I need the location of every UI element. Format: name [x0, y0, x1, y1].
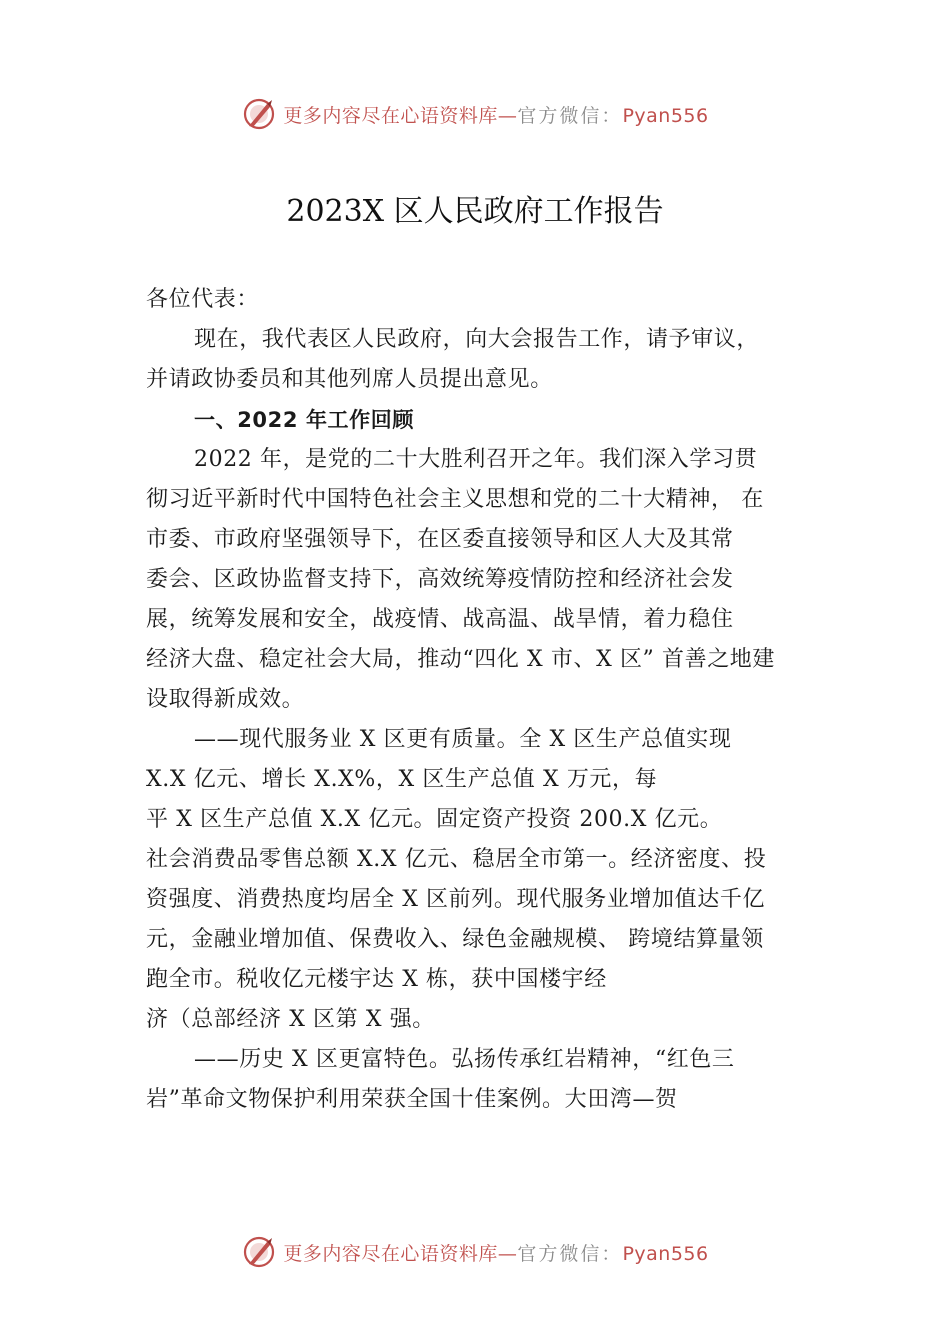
- watermark-label: 官方微信：: [517, 1242, 623, 1265]
- watermark-dash: —: [497, 1242, 518, 1265]
- watermark-dash: —: [497, 104, 518, 127]
- body-line: ——现代服务业 X 区更有质量。全 X 区生产总值实现: [194, 727, 732, 752]
- watermark-label: 官方微信：: [517, 104, 623, 127]
- body-line: 跑全市。税收亿元楼宇达 X 栋，获中国楼宇经: [146, 967, 607, 992]
- body-line: 济（总部经济 X 区第 X 强。: [146, 1007, 435, 1032]
- document-body: [146, 280, 826, 1120]
- body-line: 平 X 区生产总值 X.X 亿元。固定资产投资 200.X 亿元。: [146, 807, 723, 832]
- body-line: 现在，我代表区人民政府，向大会报告工作，请予审议，: [194, 327, 760, 352]
- section-heading: 一、2022 年工作回顾: [194, 408, 414, 432]
- body-line: 设取得新成效。: [146, 687, 305, 712]
- body-line: 并请政协委员和其他列席人员提出意见。: [146, 367, 553, 392]
- watermark-text: [283, 1239, 708, 1266]
- watermark-slogan: 更多内容尽在心语资料库: [283, 104, 498, 127]
- document-title: 2023X 区人民政府工作报告: [286, 194, 664, 229]
- quill-logo-icon: [241, 1234, 277, 1270]
- salutation: 各位代表：: [146, 287, 260, 312]
- body-line: ——历史 X 区更富特色。弘扬传承红岩精神，“红色三: [194, 1047, 735, 1072]
- quill-logo-icon: [241, 96, 277, 132]
- body-line: 市委、市政府坚强领导下，在区委直接领导和区人大及其常: [146, 527, 734, 552]
- watermark-footer: [0, 1230, 950, 1274]
- body-line: 社会消费品零售总额 X.X 亿元、稳居全市第一。经济密度、投: [146, 847, 767, 872]
- body-line: 元，金融业增加值、保费收入、绿色金融规模、 跨境结算量领: [146, 927, 764, 952]
- watermark-wechat-id: Pyan556: [622, 1242, 709, 1265]
- watermark-text: [283, 101, 708, 128]
- body-line: 彻习近平新时代中国特色社会主义思想和党的二十大精神， 在: [146, 487, 764, 512]
- body-line: 岩”革命文物保护利用荣获全国十佳案例。大田湾—贺: [146, 1087, 678, 1112]
- body-line: 展，统筹发展和安全，战疫情、战高温、战旱情，着力稳住: [146, 607, 734, 632]
- body-line: 2022 年，是党的二十大胜利召开之年。我们深入学习贯: [194, 447, 758, 472]
- watermark-slogan: 更多内容尽在心语资料库: [283, 1242, 498, 1265]
- body-line: 经济大盘、稳定社会大局，推动“四化 X 市、X 区” 首善之地建: [146, 647, 775, 672]
- body-line: 资强度、消费热度均居全 X 区前列。现代服务业增加值达千亿: [146, 887, 766, 912]
- watermark-header: [0, 92, 950, 136]
- body-line: 委会、区政协监督支持下，高效统筹疫情防控和经济社会发: [146, 567, 734, 592]
- body-line: X.X 亿元、增长 X.X%，X 区生产总值 X 万元，每: [146, 767, 658, 792]
- watermark-wechat-id: Pyan556: [622, 104, 709, 127]
